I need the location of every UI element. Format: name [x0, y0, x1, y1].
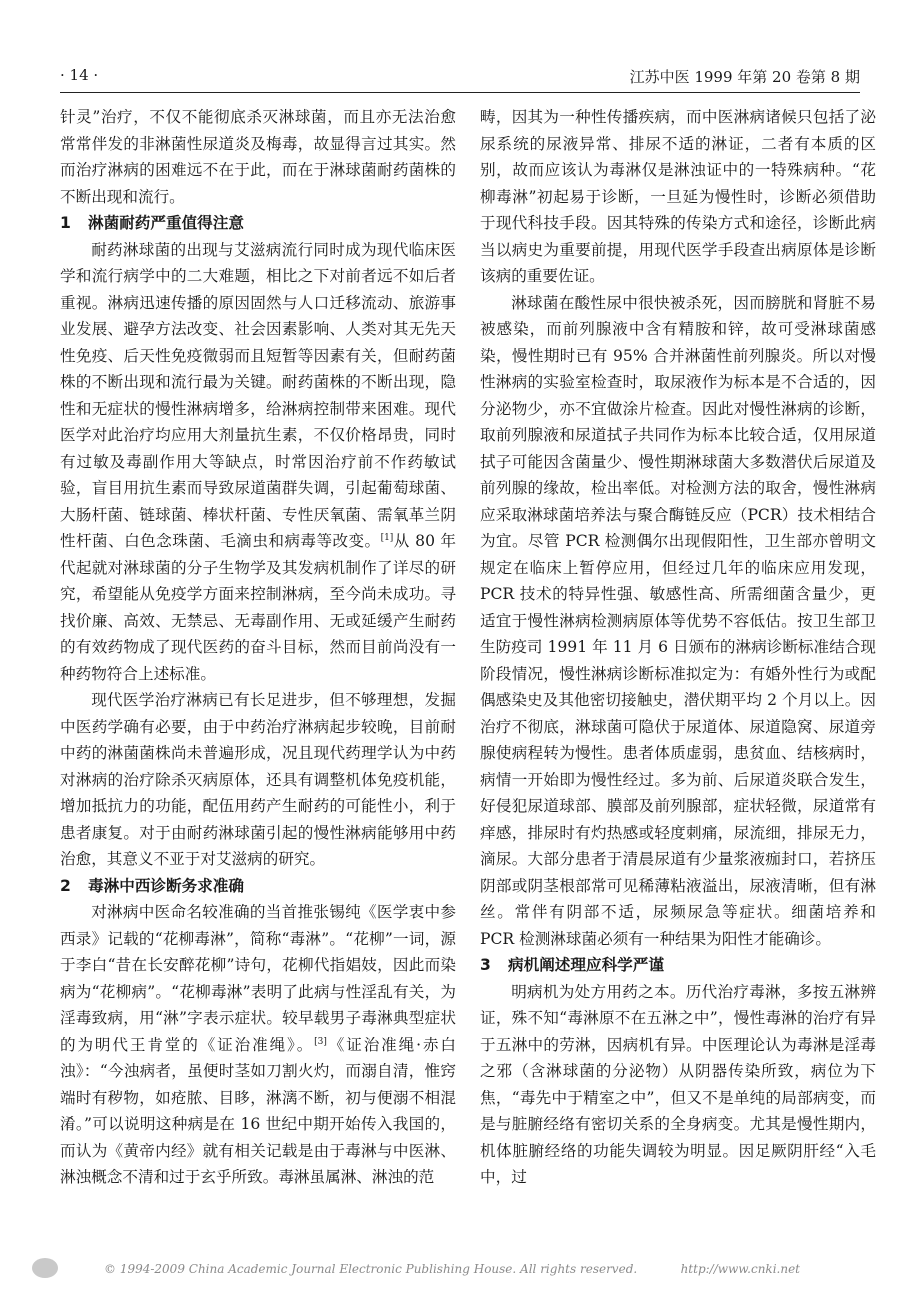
section-number: 3 — [480, 956, 491, 974]
page-number: · 14 · — [60, 66, 99, 84]
section-title: 淋菌耐药严重值得注意 — [88, 214, 244, 232]
section-title: 病机阐述理应科学严谨 — [508, 956, 664, 974]
paragraph-text: 耐药淋球菌的出现与艾滋病流行同时成为现代临床医学和流行病学中的二大难题，相比之下对前者远不如后者重视。淋病迅速传播的原因固然与人口迁移流动、旅游事业发展、避孕方法改变、社会因素影响、人类对其无先天性免疫、后天性免疫微弱而且短暂等因素有关，但耐药菌株的不断出现和流行最为关键。耐药菌株的不断出现，隐性和无症状的慢性淋病增多，给淋病控制带来困难。现代医学对此治疗均应用大剂量抗生素，不仅价格昂贵，同时有过敏及毒副作用大等缺点，时常因治疗前不作药敏试验，盲目用抗生素而导致尿道菌群失调，引起葡萄球菌、大肠杆菌、链球菌、棒状杆菌、专性厌氧菌、需氧革兰阴性杆菌、白色念珠菌、毛滴虫和病毒等改变。 — [60, 240, 456, 550]
section-number: 1 — [60, 214, 71, 232]
paragraph-text: 《证治准绳·赤白浊》：“今浊病者，虽便时茎如刀割火灼，而溺自清，惟窍端时有秽物，如疮脓、目眵，淋漓不断，初与便溺不相混淆。”可以说明这种病是在 16 世纪中期开始传入我国的，而认为《黄帝内经》就有相关记载是由于毒淋与中医淋、淋浊概念不清和过于玄乎所致。毒淋虽属淋、淋浊的范 — [60, 1035, 456, 1186]
paragraph — [60, 237, 456, 688]
section-heading-3 — [480, 952, 876, 979]
journal-info: 江苏中医 1999 年第 20 卷第 8 期 — [629, 68, 860, 86]
citation-ref: [1] — [380, 532, 394, 543]
paragraph: 明病机为处方用药之本。历代治疗毒淋，多按五淋辨证，殊不知“毒淋原不在五淋之中”，慢性毒淋的治疗有异于五淋中的劳淋，因病机有异。中医理论认为毒淋是淫毒之邪（含淋球菌的分泌物）从阴器传染所致，病位为下焦，“毒先中于精室之中”，但又不是单纯的局部病变，而是与脏腑经络有密切关系的全身病变。尤其是慢性期内，机体脏腑经络的功能失调较为明显。因足厥阴肝经“入毛中，过 — [480, 982, 876, 1186]
section-number: 2 — [60, 876, 71, 895]
paragraph-text: 对淋病中医命名较准确的当首推张锡纯《医学衷中参西录》记载的“花柳毒淋”，简称“毒淋”。“花柳”一词，源于李白“昔在长安醉花柳”诗句，花柳代指娼妓，因此而染病为“花柳病”。“花柳毒淋”表明了此病与性淫乱有关，为淫毒致病，用“淋”字表示症状。较早载男子毒淋典型症状的为明代王肯堂的《证治准绳》。 — [60, 903, 456, 1054]
copyright-notice: © 1994-2009 China Academic Journal Electronic Publishing House. All rights reserved. — [104, 1262, 638, 1276]
paragraph: 淋球菌在酸性尿中很快被杀死，因而膀胱和肾脏不易被感染，而前列腺液中含有精胺和锌，故可受淋球菌感染，慢性期时已有 95% 合并淋菌性前列腺炎。所以对慢性淋病的实验室检查时，取尿液作为标本是不合适的，因分泌物少，亦不宜做涂片检查。因此对慢性淋病的诊断，取前列腺液和尿道拭子共同作为标本比较合适，仅用尿道拭子可能因含菌量少、慢性期淋球菌大多数潜伏后尿道及前列腺的缘故，检出率低。对检测方法的取舍，慢性淋病应采取淋球菌培养法与聚合酶链反应（PCR）技术相结合为宜。尽管 PCR 检测偶尔出现假阳性，卫生部亦曾明文规定在临床上暂停应用，但经过几年的临床应用发现，PCR 技术的特异性强、敏感性高、所需细菌含量少，更适宜于慢性淋病检测病原体等优势不容低估。按卫生部卫生防疫司 1991 年 11 月 6 日颁布的淋病诊断标准结合现阶段情况，慢性淋病诊断标准拟定为：有婚外性行为或配偶感染史及其他密切接触史，潜伏期平均 2 个月以上。因治疗不彻底，淋球菌可隐伏于尿道体、尿道隐窝、尿道旁腺使病程转为慢性。患者体质虚弱，患贫血、结核病时，病情一开始即为慢性经过。多为前、后尿道炎联合发生，好侵犯尿道球部、膜部及前列腺部，症状轻微，尿道常有痒感，排尿时有灼热感或轻度刺痛，尿流细，排尿无力，滴尿。大部分患者于清晨尿道有少量浆液痂封口，若挤压阴部或阴茎根部常可见稀薄粘液溢出，尿液清晰，但有淋丝。常伴有阴部不适，尿频尿急等症状。细菌培养和 PCR 检测淋球菌必须有一种结果为阳性才能确诊。 — [480, 293, 876, 948]
paragraph — [60, 899, 456, 1191]
paragraph: 现代医学治疗淋病已有长足进步，但不够理想，发掘中医药学确有必要，由于中药治疗淋病起步较晚，目前耐中药的淋菌菌株尚未普遍形成，况且现代药理学认为中药对淋病的治疗除杀灭病原体，还具有调整机体免疫机能，增加抵抗力的功能，配伍用药产生耐药的可能性小，利于患者康复。对于由耐药淋球菌引起的慢性淋病能够用中药治愈，其意义不亚于对艾滋病的研究。 — [60, 691, 456, 868]
page-footer — [60, 1262, 860, 1290]
page-header — [60, 66, 860, 93]
section-title: 毒淋中西诊断务求准确 — [88, 876, 244, 895]
section-heading-2 — [60, 873, 456, 900]
site-url: http://www.cnki.net — [680, 1262, 800, 1276]
section-heading-1 — [60, 210, 456, 237]
citation-ref: [3] — [314, 1036, 327, 1047]
paragraph: 针灵”治疗，不仅不能彻底杀灭淋球菌，而且亦无法治愈常常伴发的非淋菌性尿道炎及梅毒，故显得言过其实。然而治疗淋病的困难远不在于此，而在于淋球菌耐药菌株的不断出现和流行。 — [60, 108, 456, 206]
publisher-logo-icon — [32, 1258, 58, 1278]
right-column — [480, 104, 876, 1191]
paragraph: 畴，因其为一种性传播疾病，而中医淋病诸候只包括了泌尿系统的尿液异常、排尿不适的淋证，二者有本质的区别，故而应该认为毒淋仅是淋浊证中的一特殊病种。“花柳毒淋”初起易于诊断，一旦延为慢性时，诊断必须借助于现代科技手段。因其特殊的传染方式和途径，诊断此病当以病史为重要前提，用现代医学手段查出病原体是诊断该病的重要佐证。 — [480, 108, 876, 285]
paragraph-text: 从 80 年代起就对淋球菌的分子生物学及其发病机制作了详尽的研究，希望能从免疫学方面来控制淋病，至今尚未成功。寻找价廉、高效、无禁忌、无毒副作用、无或延缓产生耐药的有效药物成了现代医药的奋斗目标，然而目前尚没有一种药物符合上述标准。 — [60, 532, 456, 683]
left-column — [60, 104, 456, 1191]
